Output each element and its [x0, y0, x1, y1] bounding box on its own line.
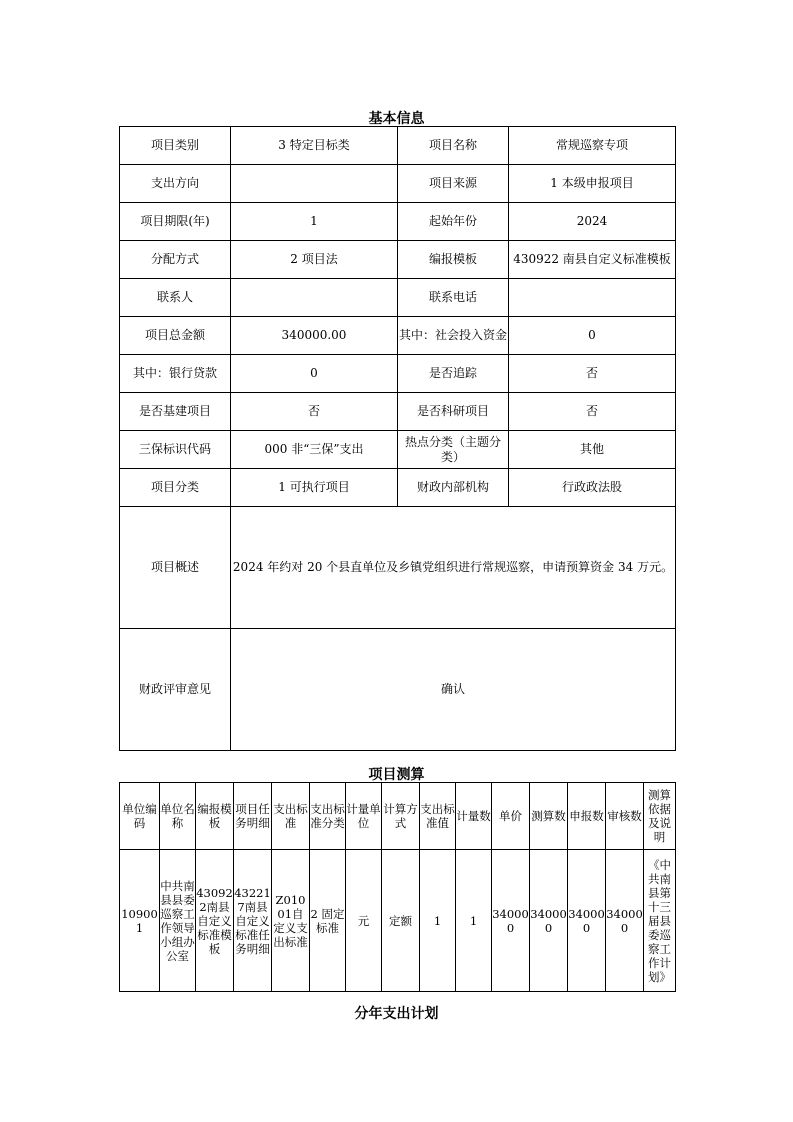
field-label: 三保标识代码	[120, 431, 231, 469]
basic-info-row	[120, 203, 676, 241]
basic-info-row	[120, 431, 676, 469]
calc-header-cell: 单价	[492, 783, 530, 850]
field-label: 联系人	[120, 279, 231, 317]
field-label: 项目总金额	[120, 317, 231, 355]
calc-cell: 432217南县自定义标准任务明细	[234, 850, 272, 992]
calc-cell: 《中共南县第十三届县委巡察工作计划》	[644, 850, 676, 992]
basic-info-table	[119, 126, 676, 751]
calc-header-cell: 申报数	[568, 783, 606, 850]
field-value: 1	[231, 203, 398, 241]
calc-header-cell: 支出标准值	[420, 783, 456, 850]
calc-header-cell: 计量单位	[346, 783, 382, 850]
field-value: 1 可执行项目	[231, 469, 398, 507]
review-label: 财政评审意见	[120, 629, 231, 751]
field-label: 是否基建项目	[120, 393, 231, 431]
calc-header-cell: 单位名称	[160, 783, 196, 850]
basic-info-row	[120, 469, 676, 507]
field-label: 热点分类（主题分类）	[398, 431, 509, 469]
calc-header-cell: 编报模板	[196, 783, 234, 850]
field-label: 是否追踪	[398, 355, 509, 393]
calc-cell: 340000	[492, 850, 530, 992]
calc-cell: 340000	[568, 850, 606, 992]
field-value: 340000.00	[231, 317, 398, 355]
field-value: 0	[509, 317, 676, 355]
basic-info-row	[120, 317, 676, 355]
basic-info-row	[120, 165, 676, 203]
field-value: 2 项目法	[231, 241, 398, 279]
calc-cell: 430922南县自定义标准模板	[196, 850, 234, 992]
field-value: 3 特定目标类	[231, 127, 398, 165]
calc-header-row	[120, 783, 676, 850]
calc-header-cell: 项目任务明细	[234, 783, 272, 850]
calc-header-cell: 测算数	[530, 783, 568, 850]
basic-info-row	[120, 355, 676, 393]
field-label: 项目来源	[398, 165, 509, 203]
calc-header-cell: 支出标准	[272, 783, 310, 850]
field-value: 2024	[509, 203, 676, 241]
field-value: 1 本级申报项目	[509, 165, 676, 203]
field-value	[509, 279, 676, 317]
field-label: 项目名称	[398, 127, 509, 165]
calc-cell: 1	[420, 850, 456, 992]
calc-cell: 340000	[530, 850, 568, 992]
field-label: 起始年份	[398, 203, 509, 241]
field-label: 项目期限(年)	[120, 203, 231, 241]
overview-label: 项目概述	[120, 507, 231, 629]
field-value: 其他	[509, 431, 676, 469]
annual-plan-title: 分年支出计划	[354, 1006, 439, 1022]
field-label: 项目类别	[120, 127, 231, 165]
basic-info-row	[120, 241, 676, 279]
calc-cell: 1	[456, 850, 492, 992]
field-label: 其中：社会投入资金	[398, 317, 509, 355]
basic-info-title: 基本信息	[368, 111, 425, 127]
overview-text: 2024 年约对 20 个县直单位及乡镇党组织进行常规巡察，申请预算资金 34 万元。	[231, 507, 676, 629]
calc-header-cell: 审核数	[606, 783, 644, 850]
review-text: 确认	[231, 629, 676, 751]
field-label: 项目分类	[120, 469, 231, 507]
field-value: 430922 南县自定义标准模板	[509, 241, 676, 279]
field-label: 编报模板	[398, 241, 509, 279]
field-label: 财政内部机构	[398, 469, 509, 507]
field-value: 否	[509, 393, 676, 431]
field-label: 其中：银行贷款	[120, 355, 231, 393]
field-value: 000 非“三保”支出	[231, 431, 398, 469]
basic-info-row	[120, 127, 676, 165]
field-value: 0	[231, 355, 398, 393]
field-label: 是否科研项目	[398, 393, 509, 431]
field-label: 分配方式	[120, 241, 231, 279]
field-value	[231, 165, 398, 203]
field-value	[231, 279, 398, 317]
calc-cell: 340000	[606, 850, 644, 992]
review-row	[120, 629, 676, 751]
field-value: 否	[231, 393, 398, 431]
calc-cell: Z01001自定义支出标准	[272, 850, 310, 992]
field-value: 行政政法股	[509, 469, 676, 507]
calc-cell: 定额	[382, 850, 420, 992]
field-label: 支出方向	[120, 165, 231, 203]
basic-info-row	[120, 393, 676, 431]
calc-cell: 中共南县县委巡察工作领导小组办公室	[160, 850, 196, 992]
calc-header-cell: 计算方式	[382, 783, 420, 850]
basic-info-row	[120, 279, 676, 317]
calc-table	[119, 782, 676, 992]
field-value: 否	[509, 355, 676, 393]
calc-data-row	[120, 850, 676, 992]
calc-cell: 109001	[120, 850, 160, 992]
overview-row	[120, 507, 676, 629]
calc-header-cell: 测算依据及说明	[644, 783, 676, 850]
calc-header-cell: 单位编码	[120, 783, 160, 850]
calc-title: 项目测算	[368, 767, 425, 783]
calc-header-cell: 支出标准分类	[310, 783, 346, 850]
calc-header-cell: 计量数	[456, 783, 492, 850]
field-value: 常规巡察专项	[509, 127, 676, 165]
calc-cell: 元	[346, 850, 382, 992]
field-label: 联系电话	[398, 279, 509, 317]
calc-cell: 2 固定标准	[310, 850, 346, 992]
